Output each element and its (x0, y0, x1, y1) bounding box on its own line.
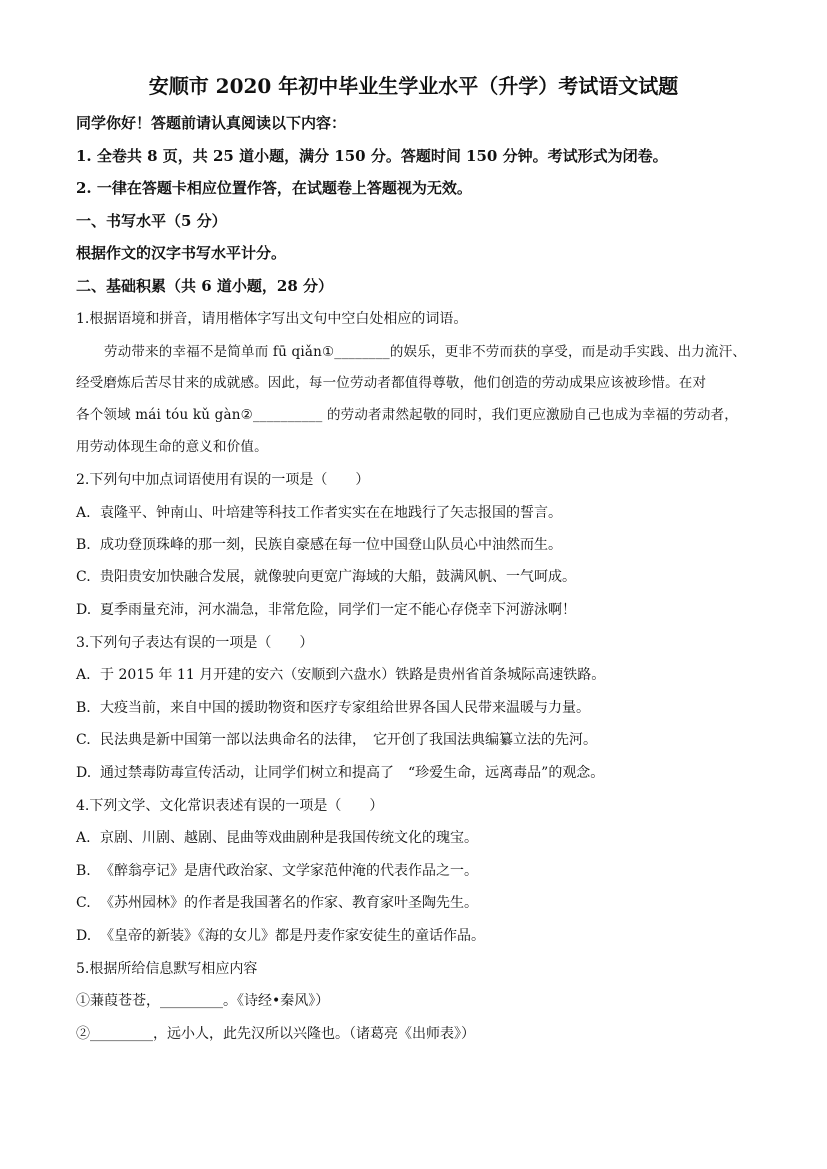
option-letter: A. (76, 505, 91, 521)
option-letter: D. (76, 602, 92, 618)
q2-option-b (76, 535, 787, 555)
q1-passage-line-1 (104, 342, 787, 362)
q3-option-c (76, 730, 787, 750)
option-letter: A. (76, 667, 91, 683)
q3-stem: 3.下列句子表达有误的一项是（ ） (76, 635, 314, 651)
option-text: 袁隆平、钟南山、叶培建等科技工作者实实在在地践行了矢志报国的誓言。 (100, 505, 562, 521)
q1-passage-line-3 (76, 405, 787, 425)
option-letter: D. (76, 765, 92, 781)
option-text: 成功登顶珠峰的那一刻，民族自豪感在每一位中国登山队员心中油然而生。 (100, 537, 562, 553)
q4-option-d (76, 926, 787, 946)
q4-option-c (76, 893, 787, 913)
q1-passage-line-2: 经受磨炼后苦尽甘来的成就感。因此，每一位劳动者都值得尊敬，他们创造的劳动成果应该被珍惜。在对 (76, 375, 707, 391)
option-text: 通过禁毒防毒宣传活动，让同学们树立和提高了 “珍爱生命，远离毒品”的观念。 (100, 765, 605, 781)
option-letter: C. (76, 569, 91, 585)
page-title: 安顺市 2020 年初中毕业生学业水平（升学）考试语文试题 (148, 74, 679, 98)
option-letter: D. (76, 928, 92, 944)
q5-item-1: ①蒹葭苍苍，_________。《诗经•秦风》） (76, 993, 330, 1009)
section-1-heading: 一、书写水平（5 分） (76, 212, 227, 230)
option-text: 民法典是新中国第一部以法典命名的法律， 它开创了我国法典编纂立法的先河。 (100, 732, 597, 748)
intro-rule-1: 1. 全卷共 8 页，共 25 道小题，满分 150 分。答题时间 150 分钟。考试形式为闭卷。 (76, 147, 668, 165)
q3-option-d (76, 763, 787, 783)
q4-option-a (76, 828, 787, 848)
section-1-desc: 根据作文的汉字书写水平计分。 (76, 244, 287, 262)
q1-blank-1: ①________ (321, 344, 390, 360)
q1-passage-text: 各个领域 mái tóu kǔ gàn (76, 407, 241, 423)
option-letter: C. (76, 732, 91, 748)
option-text: 《皇帝的新装》《海的女儿》都是丹麦作家安徒生的童话作品。 (100, 928, 485, 944)
q1-blank-2: ②__________ (240, 407, 323, 423)
q4-stem: 4.下列文学、文化常识表述有误的一项是（ ） (76, 798, 384, 814)
option-text: 贵阳贵安加快融合发展，就像驶向更宽广海域的大船，鼓满风帆、一气呵成。 (100, 569, 576, 585)
intro-rule-2: 2. 一律在答题卡相应位置作答，在试题卷上答题视为无效。 (76, 179, 472, 197)
option-text: 《苏州园林》的作者是我国著名的作家、教育家叶圣陶先生。 (100, 895, 478, 911)
q2-option-d (76, 600, 787, 620)
q1-passage-text: 的娱乐，更非不劳而获的享受，而是动手实践、出力流汗、 (389, 344, 747, 360)
q1-passage-text: 劳动带来的幸福不是简单而 fū qiǎn (104, 344, 322, 360)
option-letter: B. (76, 863, 91, 879)
q4-option-b (76, 861, 787, 881)
q3-option-a (76, 665, 787, 685)
q5-item-2: ②_________，远小人，此先汉所以兴隆也。（诸葛亮《出师表》） (76, 1026, 475, 1042)
option-text: 大疫当前，来自中国的援助物资和医疗专家组给世界各国人民带来温暖与力量。 (100, 700, 590, 716)
q1-stem: 1.根据语境和拼音，请用楷体字写出文句中空白处相应的词语。 (76, 311, 468, 327)
q2-stem: 2.下列句中加点词语使用有误的一项是（ ） (76, 472, 370, 488)
option-text: 于 2015 年 11 月开建的安六（安顺到六盘水）铁路是贵州省首条城际高速铁路。 (100, 667, 606, 683)
option-letter: A. (76, 830, 91, 846)
option-letter: B. (76, 700, 91, 716)
option-text: 《醉翁亭记》是唐代政治家、文学家范仲淹的代表作品之一。 (100, 863, 478, 879)
section-2-heading: 二、基础积累（共 6 道小题，28 分） (76, 277, 333, 295)
q3-option-b (76, 698, 787, 718)
option-letter: C. (76, 895, 91, 911)
option-text: 夏季雨量充沛，河水湍急，非常危险，同学们一定不能心存侥幸下河游泳啊！ (100, 602, 576, 618)
intro-greeting: 同学你好！答题前请认真阅读以下内容： (76, 114, 347, 132)
q2-option-c (76, 567, 787, 587)
option-letter: B. (76, 537, 91, 553)
q5-stem: 5.根据所给信息默写相应内容 (76, 961, 258, 977)
q2-option-a (76, 503, 787, 523)
q1-passage-text: 的劳动者肃然起敬的同时，我们更应激励自己也成为幸福的劳动者， (322, 407, 738, 423)
option-text: 京剧、川剧、越剧、昆曲等戏曲剧种是我国传统文化的瑰宝。 (100, 830, 478, 846)
q1-passage-line-4: 用劳动体现生命的意义和价值。 (76, 439, 268, 455)
